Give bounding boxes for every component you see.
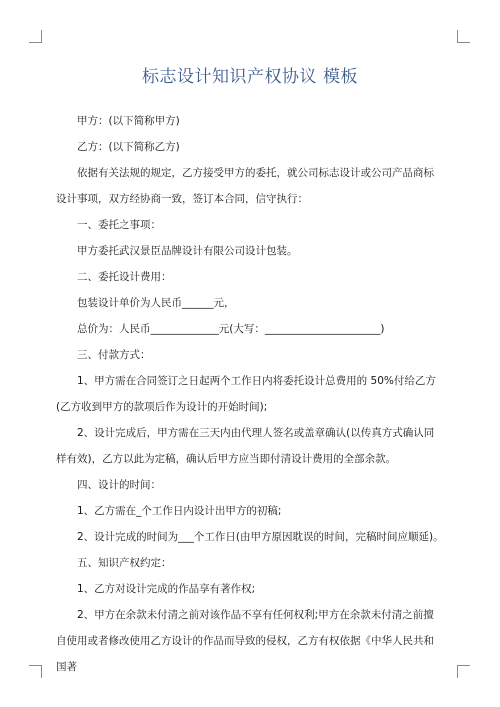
section-heading-1: 一、委托之事项： bbox=[77, 219, 161, 231]
crop-mark-top-left bbox=[29, 30, 42, 43]
total-price-line: 总价为：人民币_____________元(大写：______________________) bbox=[77, 323, 385, 335]
party-a-line: 甲方：(以下简称甲方) bbox=[77, 115, 180, 127]
payment-clause-1: 1、甲方需在合同签订之日起两个工作日内将委托设计总费用的 50%付给乙方(乙方收到甲方的款项后作为设计的开始时间); bbox=[56, 375, 436, 413]
crop-mark-bottom-left bbox=[29, 665, 42, 678]
party-b-line: 乙方：(以下简称乙方) bbox=[77, 141, 180, 153]
section-heading-3: 三、付款方式： bbox=[77, 349, 151, 361]
crop-mark-bottom-right bbox=[457, 665, 470, 678]
document-title: 标志设计知识产权协议 模板 bbox=[142, 67, 358, 87]
payment-clause-2: 2、设计完成后，甲方需在三天内由代理人签名或盖章确认(以传真方式确认同样有效)，乙方以此为定稿，确认后甲方应当即付清设计费用的全部余款。 bbox=[56, 427, 435, 465]
unit-price-line: 包装设计单价为人民币______元， bbox=[77, 297, 235, 309]
timeline-clause-2: 2、设计完成的时间为___个工作日(由甲方原因耽误的时间，完稿时间应顺延)。 bbox=[77, 531, 444, 543]
ip-clause-1: 1、乙方对设计完成的作品享有著作权; bbox=[77, 583, 256, 595]
section-heading-2: 二、委托设计费用： bbox=[77, 271, 172, 283]
section-heading-4: 四、设计的时间： bbox=[77, 479, 161, 491]
crop-mark-top-right bbox=[457, 30, 470, 43]
ip-clause-2: 2、甲方在余款未付清之前对该作品不享有任何权利;甲方在余款未付清之前擅自使用或者修改使用乙方设计的作品而导致的侵权，乙方有权依据《中华人民共和国著 bbox=[56, 609, 434, 673]
section-1-text: 甲方委托武汉景臣品牌设计有限公司设计包装。 bbox=[77, 245, 298, 257]
document-body bbox=[56, 108, 444, 680]
preamble-paragraph: 依据有关法规的规定，乙方接受甲方的委托，就公司标志设计或公司产品商标设计事项，双方经协商一致，签订本合同，信守执行： bbox=[56, 167, 434, 205]
section-heading-5: 五、知识产权约定： bbox=[77, 557, 172, 569]
timeline-clause-1: 1、乙方需在_个工作日内设计出甲方的初稿; bbox=[77, 505, 282, 517]
